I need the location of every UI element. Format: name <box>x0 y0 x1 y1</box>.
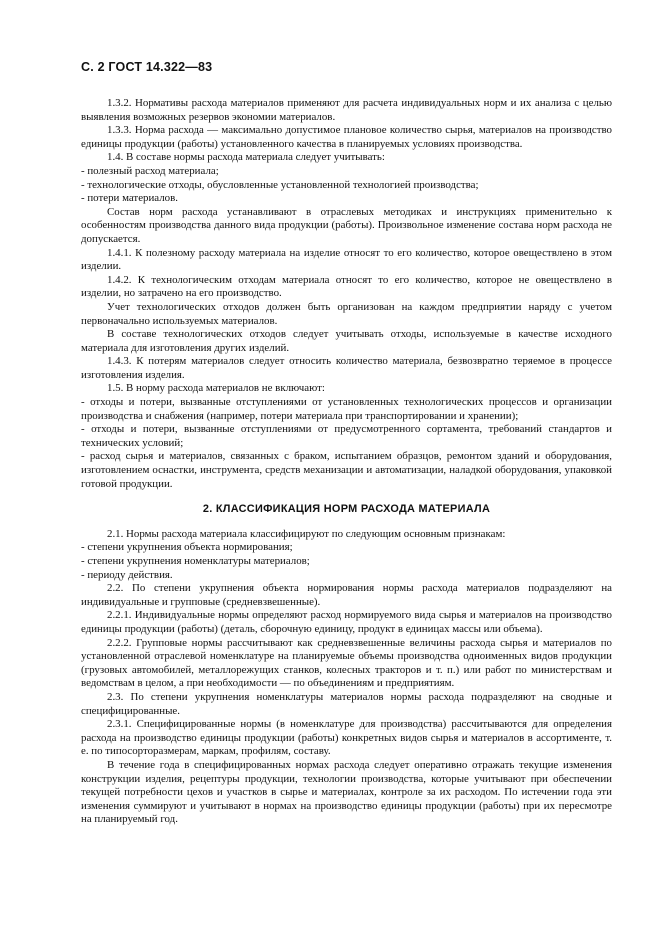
paragraph: - отходы и потери, вызванные отступлениями от предусмотренного сортамента, требований стандартов и технических условий; <box>81 423 612 449</box>
section-1-text <box>81 97 612 491</box>
section-2-title: 2. КЛАССИФИКАЦИЯ НОРМ РАСХОДА МАТЕРИАЛА <box>202 503 491 516</box>
paragraph: 2.3. По степени укрупнения номенклатуры материалов нормы расхода подразделяют на сводные и специфицированные. <box>81 690 612 717</box>
paragraph: - периоду действия. <box>81 568 173 581</box>
paragraph: Состав норм расхода устанавливают в отраслевых методиках и инструкциях применительно к особенностям производства данного вида продукции (работы). Произвольное изменение состава норм расхода не допускается. <box>81 205 612 245</box>
paragraph: 2.2. По степени укрупнения объекта нормирования нормы расхода материалов подразделяют на индивидуальные и групповые (средневзвешенные). <box>81 582 612 608</box>
paragraph: 1.4.3. К потерям материалов следует относить количество материала, безвозвратно теряемое в процессе изготовления изделия. <box>81 355 612 381</box>
paragraph: - полезный расход материала; <box>81 164 219 177</box>
paragraph: - расход сырья и материалов, связанных с браком, испытанием образцов, ремонтом зданий и оборудования, изготовлением оснастки, инструмента, средств механизации и автоматизации, наладкой оборудования, упаковкой готовой продукции. <box>81 450 612 490</box>
paragraph: - степени укрупнения номенклатуры материалов; <box>81 555 310 567</box>
paragraph: - отходы и потери, вызванные отступлениями от установленных технологических процессов и организации производства и снабжения (например, потери материала при транспортировании и хранении); <box>81 396 612 422</box>
page-header: С. 2 ГОСТ 14.322—83 <box>81 60 213 74</box>
paragraph: 1.4.1. К полезному расходу материала на изделие относят то его количество, которое овеществлено в этом изделии. <box>81 246 612 273</box>
paragraph: 2.1. Нормы расхода материала классифицируют по следующим основным признакам: <box>107 527 506 540</box>
paragraph: 2.3.1. Специфицированные нормы (в номенклатуре для производства) рассчитываются для определения расхода на производство единицы продукции (работы) конкретных видов сырья и материалов в ассортименте, т. е. по типосорторазмерам, маркам, профилям, составу. <box>81 718 612 758</box>
paragraph: 1.3.3. Норма расхода — максимально допустимое плановое количество сырья, материалов на производство единицы продукции (работы) установленного качества в планируемых условиях производства. <box>81 124 612 150</box>
paragraph: 1.3.2. Нормативы расхода материалов применяют для расчета индивидуальных норм и их анализа с целью выявления возможных резервов экономии материалов. <box>81 97 612 123</box>
paragraph: 1.5. В норму расхода материалов не включают: <box>107 382 325 395</box>
paragraph: 2.2.2. Групповые нормы рассчитывают как средневзвешенные величины расхода сырья и материалов по установленной отраслевой номенклатуре на планируемые объемы производства одноименных видов продукции (грузовых автомобилей, металлорежущих станков, колесных тракторов и т. п.) или работ по министерствам и ведомствам в целом, а при необходимости — по объединениям и предприятиям. <box>81 636 612 690</box>
paragraph: 1.4. В составе нормы расхода материала следует учитывать: <box>107 151 385 164</box>
section-2-text <box>81 528 612 827</box>
paragraph: 2.2.1. Индивидуальные нормы определяют расход нормируемого вида сырья и материалов на производство единицы продукции (работы) (деталь, сборочную единицу, продукт в единицах массы или объема). <box>81 609 612 635</box>
paragraph: 1.4.2. К технологическим отходам материала относят то его количество, которое не овеществлено в изделии, но затрачено на его производство. <box>81 273 612 300</box>
paragraph: Учет технологических отходов должен быть организован на каждом предприятии наряду с учетом первоначально используемых материалов. <box>81 300 612 327</box>
paragraph: В составе технологических отходов следует учитывать отходы, используемые в качестве исходного материала для изготовления других изделий. <box>81 328 612 354</box>
document-body <box>81 97 612 827</box>
paragraph: - потери материалов. <box>81 192 178 205</box>
paragraph: - степени укрупнения объекта нормирования; <box>81 541 293 554</box>
paragraph: - технологические отходы, обусловленные установленной технологией производства; <box>81 178 479 191</box>
paragraph: В течение года в специфицированных нормах расхода следует оперативно отражать текущие изменения конструкции изделия, рецептуры продукции, технологии производства, которые учитывают при обеспечении текущей потребности цехов и участков в сырье и материалах, контроле за их расходом. По истечении года эти изменения суммируют и учитывают в нормах на производство единицы продукции (работы) при их пересмотре на планируемый год. <box>81 758 612 826</box>
